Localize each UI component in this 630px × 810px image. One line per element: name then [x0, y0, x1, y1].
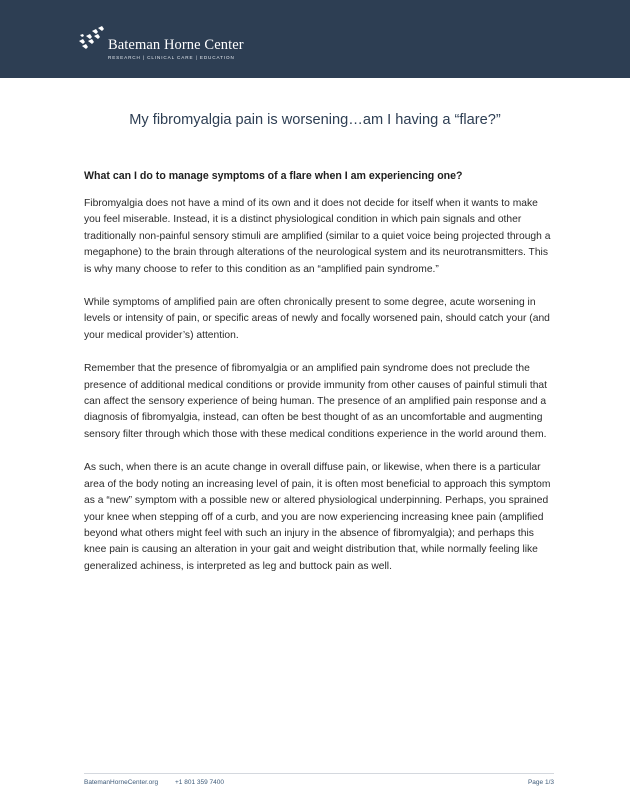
paragraph: Fibromyalgia does not have a mind of its own and it does not decide for itself when it wants to make you feel miserable. Instead, it is a distinct physiological condition in which pain signals and other traditionally non-painful sensory stimuli are amplified (similar to a quiet voice being projected through a megaphone) to the brain through alterations of the neurological system and its neurotransmitters. This is why many choose to refer to this condition as an “amplified pain syndrome.”	[84, 198, 551, 275]
footer-phone: +1 801 359 7400	[175, 779, 224, 786]
org-tagline: RESEARCH | CLINICAL CARE | EDUCATION	[108, 55, 235, 60]
section-heading: What can I do to manage symptoms of a flare when I am experiencing one?	[84, 170, 463, 182]
page-number: Page 1/3	[527, 779, 554, 786]
org-name: Bateman Horne Center	[108, 37, 244, 53]
paragraph: While symptoms of amplified pain are often chronically present to some degree, acute worsening in levels or intensity of pain, or specific areas of newly and focally worsened pain, should catch your (and your medical provider’s) attention.	[84, 297, 550, 341]
paragraph: Remember that the presence of fibromyalgia or an amplified pain syndrome does not preclude the presence of additional medical conditions or provide immunity from other causes of painful stimuli that can affect the sensory experience of being human. The presence of an amplified pain response and a diagnosis of fibromyalgia, instead, can often be best thought of as an uncomfortable and augmenting sensory filter through which those with these medical conditions experience in the world around them.	[84, 363, 548, 440]
footer-website-link[interactable]: BatemanHorneCenter.org	[84, 779, 159, 786]
paragraph: As such, when there is an acute change in overall diffuse pain, or likewise, when there is a particular area of the body noting an increasing level of pain, it is often most beneficial to approach this symptom as a “new” symptom with a possible new or altered physiological underpinning. Perhaps, you sprained your knee when stepping off of a curb, and you are now experiencing increasing knee pain (amplified beyond what others might feel with such an injury in the absence of fibromyalgia); and perhaps this knee pain is causing an alteration in your gait and weight distribution that, while normally feeling like generalized achiness, is interpreted as leg and buttock pain as well.	[84, 462, 551, 572]
page-header	[0, 0, 630, 78]
flock-of-birds-icon	[78, 26, 104, 52]
body-text	[84, 196, 554, 592]
page-title: My fibromyalgia pain is worsening…am I having a “flare?”	[129, 112, 501, 128]
footer-divider	[84, 773, 554, 774]
